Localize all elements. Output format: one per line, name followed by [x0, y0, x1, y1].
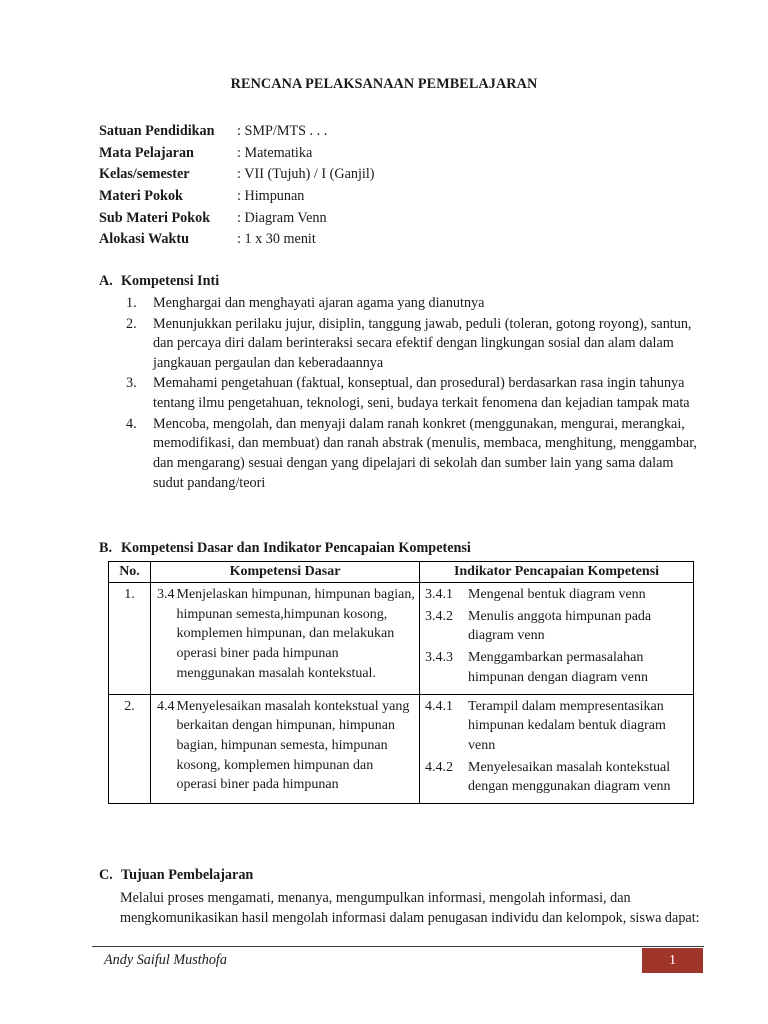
meta-row [99, 164, 375, 186]
section-letter: C. [99, 867, 113, 883]
row-number: 1. [109, 583, 151, 695]
list-number: 2. [126, 315, 137, 332]
meta-label: Kelas/semester [99, 166, 190, 183]
meta-row [99, 229, 375, 251]
indicator-text: Terampil dalam mempresentasikan himpunan kedalam bentuk diagram venn [468, 698, 666, 753]
list-text: Mencoba, mengolah, dan menyaji dalam ranah konkret (menggunakan, mengurai, merangkai, memodifikasi, dan membuat) dan ranah abstrak (menulis, membaca, menghitung, menggambar, dan mengarang) sesuai dengan yang dipelajari di sekolah dan sumber lain yang sama dalam sudut pandang/teori [153, 415, 697, 491]
section-b-heading [99, 540, 471, 557]
kd-text: Menyelesaikan masalah kontekstual yang berkaitan dengan himpunan, himpunan bagian, himpunan semesta, himpunan kosong, komplemen himpunan dan operasi biner pada himpunan [176, 698, 410, 793]
kd-code: 4.4 [157, 698, 175, 714]
column-header-indikator: Indikator Pencapaian Kompetensi [420, 562, 694, 583]
list-text: Menghargai dan menghayati ajaran agama yang dianutnya [153, 295, 485, 311]
tujuan-paragraph: Melalui proses mengamati, menanya, mengumpulkan informasi, mengolah informasi, dan mengkomunikasikan hasil mengolah informasi dalam penugasan individu dan kelompok, siswa dapat: [120, 890, 700, 927]
indicator-code: 4.4.2 [425, 759, 453, 775]
indicator-code: 3.4.3 [425, 650, 453, 666]
kd-cell [151, 694, 420, 804]
indicator-text: Menyelesaikan masalah kontekstual dengan menggunakan diagram venn [468, 759, 671, 795]
indicator-item [425, 758, 689, 797]
table-row [109, 694, 694, 804]
indicator-code: 3.4.2 [425, 608, 453, 624]
meta-label: Mata Pelajaran [99, 144, 194, 161]
meta-label: Sub Materi Pokok [99, 209, 211, 226]
indicator-item [425, 648, 689, 687]
kd-code: 3.4 [157, 587, 175, 602]
meta-row [99, 208, 375, 230]
indicator-text: Menulis anggota himpunan pada diagram venn [468, 608, 652, 644]
section-letter: A. [99, 273, 113, 289]
page-number: 1 [642, 948, 703, 973]
list-text: Memahami pengetahuan (faktual, konseptual, dan prosedural) berdasarkan rasa ingin tahunya tentang ilmu pengetahuan, teknologi, seni, budaya terkait fenomena dan kejadian tampak mata [153, 375, 690, 412]
list-text: Menunjukkan perilaku jujur, disiplin, tanggung jawab, peduli (toleran, gotong royong), santun, dan percaya diri dalam berinteraksi secara efektif dengan lingkungan sosial dan alam dalam jangkauan pergaulan dan keberadaannya [153, 315, 692, 371]
meta-value: : Matematika [237, 144, 313, 161]
list-item [120, 374, 705, 413]
indicator-cell [420, 583, 694, 695]
kd-text: Menjelaskan himpunan, himpunan bagian, himpunan semesta,himpunan kosong, komplemen himpunan, dan melakukan operasi biner pada himpunan menggunakan masalah kontekstual. [176, 587, 415, 681]
list-number: 3. [126, 375, 137, 392]
section-c-heading [99, 867, 253, 884]
list-item [120, 415, 705, 494]
meta-value: : VII (Tujuh) / I (Ganjil) [237, 166, 375, 183]
row-number: 2. [109, 694, 151, 804]
indicator-item [425, 697, 689, 756]
section-a-heading [99, 273, 219, 290]
list-number: 4. [126, 415, 137, 432]
kompetensi-table [108, 561, 694, 804]
meta-row [99, 121, 375, 143]
indicator-item [425, 585, 689, 605]
indicator-text: Menggambarkan permasalahan himpunan dengan diagram venn [468, 650, 649, 685]
footer-divider [92, 946, 704, 947]
section-letter: B. [99, 540, 113, 556]
section-title: Tujuan Pembelajaran [121, 867, 254, 883]
indicator-text: Mengenal bentuk diagram venn [468, 587, 646, 602]
column-header-no: No. [109, 562, 151, 583]
table-header-row [109, 562, 694, 583]
meta-row [99, 186, 375, 208]
list-number: 1. [126, 295, 137, 311]
indicator-item [425, 607, 689, 646]
meta-value: : SMP/MTS . . . [237, 123, 328, 139]
meta-value: : 1 x 30 menit [237, 231, 316, 248]
list-item [120, 294, 705, 314]
meta-row [99, 143, 375, 165]
meta-value: : Diagram Venn [237, 209, 327, 226]
meta-label: Satuan Pendidikan [99, 123, 215, 139]
table-row [109, 583, 694, 695]
indicator-code: 4.4.1 [425, 698, 453, 714]
list-item [120, 315, 705, 374]
indicator-cell [420, 694, 694, 804]
meta-label: Materi Pokok [99, 188, 183, 205]
section-title: Kompetensi Inti [121, 273, 220, 289]
column-header-kd: Kompetensi Dasar [151, 562, 420, 583]
kompetensi-inti-list [120, 294, 705, 494]
document-title: RENCANA PELAKSANAAN PEMBELAJARAN [230, 76, 538, 92]
section-title: Kompetensi Dasar dan Indikator Pencapaian Kompetensi [121, 540, 471, 556]
meta-label: Alokasi Waktu [99, 231, 190, 248]
indicator-code: 3.4.1 [425, 587, 453, 602]
identity-block [99, 121, 375, 251]
footer-author: Andy Saiful Musthofa [104, 952, 227, 968]
kd-cell [151, 583, 420, 695]
meta-value: : Himpunan [237, 188, 305, 205]
